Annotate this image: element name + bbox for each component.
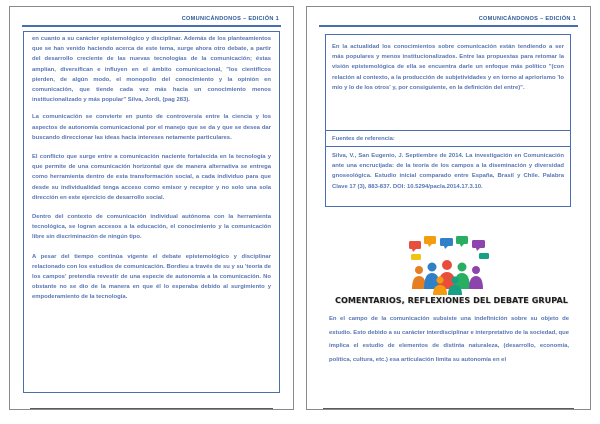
reference-entry: Silva, V., San Eugenio, J. Septiembre de 2014. La investigación en Comunicación ante una encrucijada: de la teoría de los campos a la diseminación y diversidad gnoseológica. Estudio inicial comparado entre España, Brasil y Chile. Palabra Clave 17 (3), 883-837. DOI: 10.5294/pacla.2014.17.3.10. xyxy=(332,153,564,190)
speech-bubble-icon xyxy=(409,236,489,260)
references-frame xyxy=(325,131,571,207)
comment-paragraph: En el campo de la comunicación subsiste una indefinición sobre su objeto de estudio. Esto debido a su carácter interdisciplinar e interpretativo de la sociedad, que implica el estudio de elementos de distinta naturaleza, (desarrollo, economía, política, cultura, etc.) esa articulación limita su autonomía en el xyxy=(329,316,569,364)
group-discussion-speech-bubbles-icon xyxy=(407,235,493,295)
comment-block xyxy=(329,313,569,368)
header-rule xyxy=(319,25,578,27)
left-page xyxy=(9,6,294,410)
page-header: COMUNICÁNDONOS – EDICIÓN 1 xyxy=(478,16,576,22)
right-page xyxy=(306,6,591,410)
footer-rule xyxy=(323,408,574,410)
page-header: COMUNICÁNDONOS – EDICIÓN 1 xyxy=(181,16,279,22)
body-paragraph: A pesar del tiempo continúa vigente el debate epistemológico y disciplinar relacionado con los estudios de comunicación. Bordieu a través de su y su 'teoría de los campos' pretendía revestir de una especie de autonomía a la comunicación. No obstante no se dio de la manera en que él lo esperaba debido al surgimiento y empoderamiento de la tecnología. xyxy=(32,253,271,301)
intro-frame xyxy=(325,34,571,131)
intro-paragraph: En la actualidad los conocimientos sobre comunicación están tendiendo a ser más populares y menos institucionalizados. Entre las propuestas para retomar la visión epistemológica de ella se encuentra darle un enfoque más político "(con relación al contexto, a la producción de subjetividades y en torno al apriorismo 'lo mío y lo de los otros' y, por consiguiente, en la definición del entre)". xyxy=(332,44,564,91)
footer-rule xyxy=(30,408,273,410)
body-paragraph: Dentro del contexto de comunicación individual autónoma con la herramienta tecnológica, se logran accesos a la educación, el conocimiento y la comunicación libre sin discriminación de ningún tipo. xyxy=(32,214,271,241)
people-icon xyxy=(412,260,483,295)
references-label: Fuentes de referencia: xyxy=(332,136,395,142)
left-text-frame xyxy=(23,31,280,393)
body-paragraph: La comunicación se convierte en punto de controversia entre la ciencia y los aspectos de autonomía comunicacional por el manejo que se da y que se desea dar buscando direccionar las ideas hacia intereses netamente particulares. xyxy=(32,114,271,141)
header-rule xyxy=(22,25,281,27)
section-title: COMENTARIOS, REFLEXIONES DEL DEBATE GRUPAL xyxy=(335,296,568,305)
references-divider xyxy=(326,146,570,147)
body-paragraph: en cuanto a su carácter epistemológico y disciplinar. Además de los planteamientos que se han venido haciendo acerca de este tema, surge ahora otro debate, a partir del desarrollo creciente de las nuevas tecnologías de la comunicación; éstas amplían, diversifican e influyen en el ámbito comunicacional, "los científicos pierden, de algún modo, el monopolio del conocimiento y la opinión en comunicación, que tiende cada vez más hacia un conocimiento menos institucionalizado y más popular" Silva, Jordi, (pag 283). xyxy=(32,36,271,104)
body-paragraph: El conflicto que surge entre a comunicación naciente fortalecida en la tecnología y que permite de una comunicación horizontal que de manera alternativa se entrega como herramienta dentro de esta transformación social, a cada individuo para que desde su individualidad tenga acceso como emisor y receptor y no solo una sola dirección en este ejercicio de desarrollo social. xyxy=(32,154,271,201)
